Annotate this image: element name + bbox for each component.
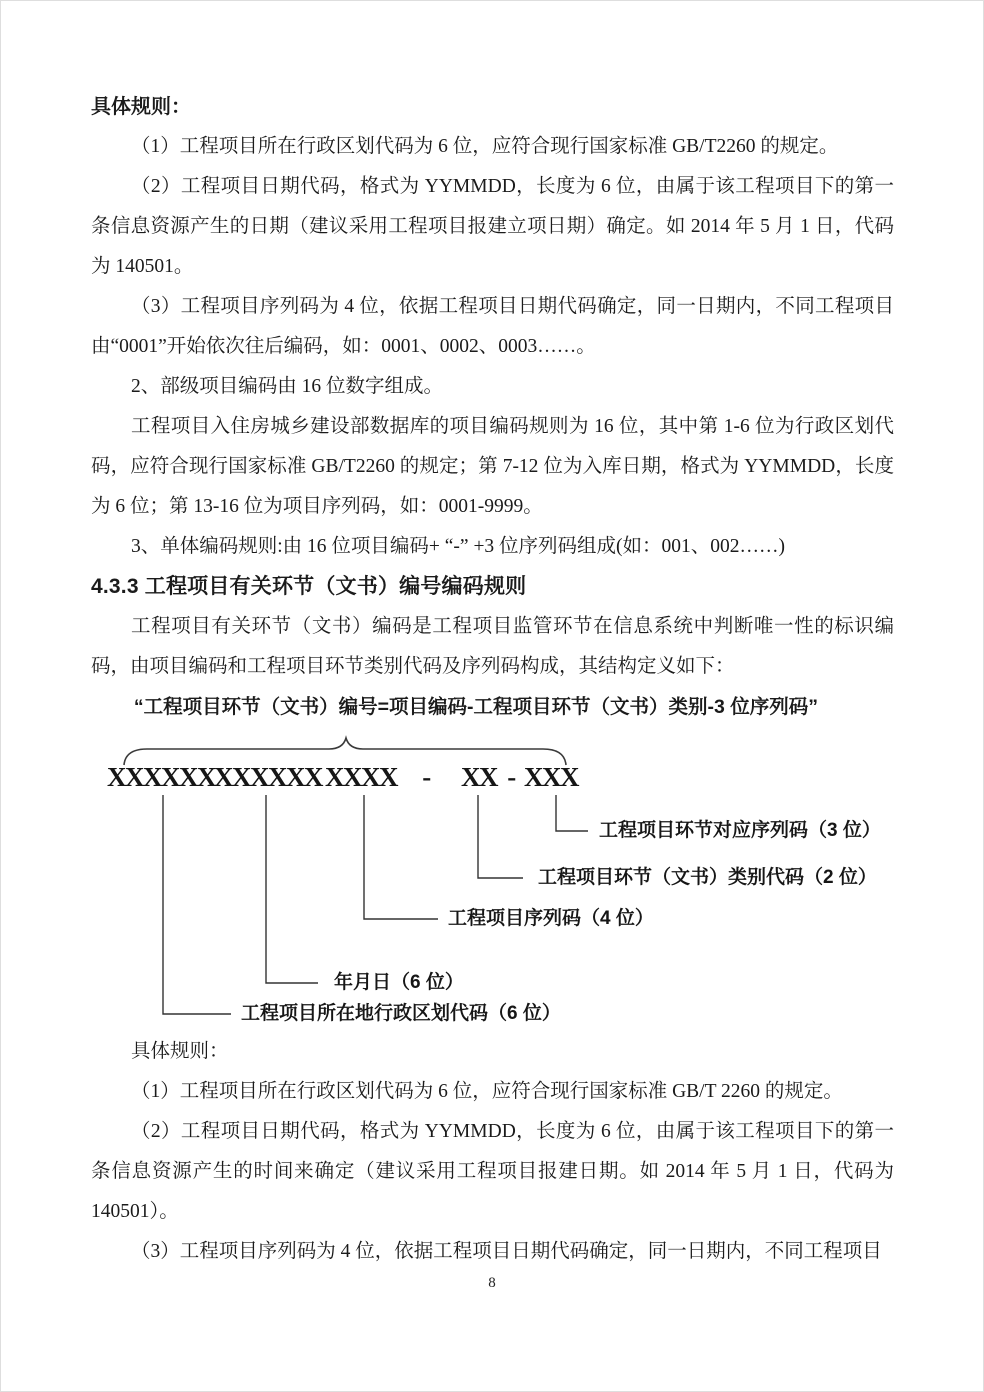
code-group-serial3: XXX <box>524 762 578 792</box>
diagram-label-category: 工程项目环节（文书）类别代码（2 位） <box>538 867 877 888</box>
callout-line-date <box>266 795 318 983</box>
callout-line-serial4 <box>364 795 438 919</box>
code-group-date: XXXXXX <box>214 762 322 792</box>
rule-item-5: 工程项目入住房城乡建设部数据库的项目编码规则为 16 位，其中第 1-6 位为行政区划代码，应符合现行国家标准 GB/T2260 的规定；第 7-12 位为入库日期，格式为 YYMMDD，长度为 6 位；第 13-16 位为项目序列码，如：0001-9999。 <box>91 416 894 517</box>
callout-line-category <box>478 795 523 878</box>
rule2-item-2: （2）工程项目日期代码，格式为 YYMMDD，长度为 6 位，由属于该工程项目下的第一条信息资源产生的时间来确定（建议采用工程项目报建日期。如 2014 年 5 月 1 日，代码为 140501）。 <box>91 1121 894 1222</box>
rule-item-3: （3）工程项目序列码为 4 位，依据工程项目日期代码确定，同一日期内，不同工程项目由“0001”开始依次往后编码，如：0001、0002、0003……。 <box>91 296 894 357</box>
callout-line-admin-code <box>163 795 231 1014</box>
rule2-item-1: （1）工程项目所在行政区划代码为 6 位，应符合现行国家标准 GB/T 2260 的规定。 <box>130 1081 843 1102</box>
rule-item-6: 3、单体编码规则:由 16 位项目编码+ “-” +3 位序列码组成(如：001、002……) <box>130 536 786 557</box>
rules-title-bottom: 具体规则： <box>130 1041 229 1062</box>
rule-item-4: 2、部级项目编码由 16 位数字组成。 <box>130 376 443 397</box>
section-heading-4-3-3: 4.3.3 工程项目有关环节（文书）编号编码规则 <box>91 575 527 598</box>
rules-title-top: 具体规则： <box>91 96 191 118</box>
page-number: 8 <box>488 1275 496 1291</box>
code-separator-2: - <box>507 762 515 792</box>
diagram-label-serial4: 工程项目序列码（4 位） <box>448 908 654 929</box>
diagram-label-date: 年月日（6 位） <box>334 972 464 993</box>
code-group-category: XX <box>461 762 497 792</box>
code-formula: “工程项目环节（文书）编号=项目编码-工程项目环节（文书）类别-3 位序列码” <box>133 696 819 718</box>
diagram-label-admin: 工程项目所在地行政区划代码（6 位） <box>241 1003 561 1024</box>
code-structure-diagram <box>91 727 896 1032</box>
section-intro: 工程项目有关环节（文书）编码是工程项目监管环节在信息系统中判断唯一性的标识编码，由项目编码和工程项目环节类别代码及序列码构成，其结构定义如下： <box>91 616 894 677</box>
rule2-item-3: （3）工程项目序列码为 4 位，依据工程项目日期代码确定，同一日期内，不同工程项目 <box>130 1241 882 1262</box>
callout-line-serial3 <box>556 795 588 831</box>
diagram-label-serial3: 工程项目环节对应序列码（3 位） <box>599 820 881 841</box>
rule-item-2: （2）工程项目日期代码，格式为 YYMMDD，长度为 6 位，由属于该工程项目下的第一条信息资源产生的日期（建议采用工程项目报建立项日期）确定。如 2014 年 5 月 1 日，代码为 140501。 <box>91 176 894 277</box>
code-group-serial4: XXXX <box>325 762 397 792</box>
rule-item-1: （1）工程项目所在行政区划代码为 6 位，应符合现行国家标准 GB/T2260 的规定。 <box>130 136 839 157</box>
code-group-admin: XXXXXX <box>107 762 215 792</box>
overbrace <box>124 738 566 765</box>
code-separator-1: - <box>422 762 430 792</box>
